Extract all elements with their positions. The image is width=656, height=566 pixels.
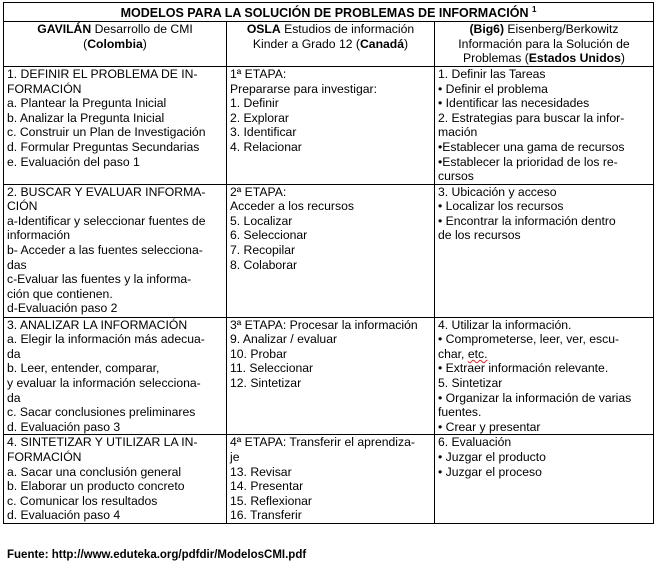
header-gavilan-desc: Desarrollo de CMI	[94, 22, 193, 37]
header-big6-desc2: Problemas	[463, 51, 522, 66]
cell-line: 13. Revisar	[230, 464, 292, 479]
cell-line: 2. BUSCAR Y EVALUAR INFORMA-	[7, 184, 206, 199]
models-table	[3, 2, 654, 524]
cell-line: fuentes.	[438, 405, 482, 420]
cell-line: • Crear y presentar	[438, 419, 541, 434]
footnote-marker: 1	[531, 5, 537, 14]
cell-line: 4. Relacionar	[230, 139, 302, 154]
cell-line: 3. Identificar	[230, 125, 297, 140]
cell-big6-step2	[435, 184, 654, 317]
cell-line: da	[7, 390, 21, 405]
models-table-wrapper	[3, 2, 653, 524]
header-big6-country: (Estados Unidos)	[524, 51, 625, 66]
header-gavilan-name: GAVILÁN	[37, 22, 92, 37]
header-big6-desc: Información para la Solución de	[458, 36, 630, 51]
cell-line: 12. Sintetizar	[230, 376, 302, 391]
cell-big6-step4	[435, 435, 654, 524]
cell-line: d. Evaluación paso 4	[7, 508, 121, 523]
cell-line: a-Identificar y seleccionar fuentes de	[7, 213, 206, 228]
cell-line: mación	[438, 125, 478, 140]
cell-line: •Establecer la prioridad de los re-	[438, 154, 618, 169]
header-gavilan-country: (Colombia)	[83, 36, 147, 51]
header-osla	[227, 22, 435, 67]
header-big6-authors: Eisenberg/Berkowitz	[507, 22, 619, 37]
cell-line: Prepararse para investigar:	[230, 81, 377, 96]
cell-line: 2. Estrategias para buscar la infor-	[438, 110, 625, 125]
cell-line: 7. Recopilar	[230, 243, 296, 258]
cell-line: 1ª ETAPA:	[230, 66, 287, 81]
cell-line: c. Comunicar los resultados	[7, 493, 158, 508]
cell-line: 1. Definir	[230, 96, 279, 111]
cell-line: 6. Evaluación	[438, 435, 512, 450]
cell-line: 3. ANALIZAR LA INFORMACIÓN	[7, 317, 188, 332]
cell-line: 6. Seleccionar	[230, 228, 308, 243]
cell-line: da	[7, 346, 21, 361]
header-row	[4, 22, 654, 67]
cell-line: 11. Seleccionar	[230, 361, 314, 376]
cell-line: • Organizar la información de varias	[438, 390, 632, 405]
cell-line: 1. DEFINIR EL PROBLEMA DE IN-	[7, 66, 198, 81]
cell-line: 8. Colaborar	[230, 257, 298, 272]
cell-line: a. Elegir la información más adecua-	[7, 332, 205, 347]
cell-big6-step1	[435, 66, 654, 184]
header-big6-name: (Big6)	[469, 22, 505, 37]
table-title	[4, 3, 654, 22]
cell-line: y evaluar la información selecciona-	[7, 376, 201, 391]
cell-line: 3ª ETAPA: Procesar la información	[230, 317, 418, 332]
title-row	[4, 3, 654, 22]
cell-osla-step2	[227, 184, 435, 317]
header-osla-desc: Estudios de información Kinder a	[252, 22, 415, 51]
source-citation: Fuente: http://www.eduteka.org/pdfdir/ModelosCMI.pdf	[7, 549, 307, 561]
header-gavilan	[4, 22, 227, 67]
cell-gavilan-step1	[4, 66, 227, 184]
cell-line: • Juzgar el proceso	[438, 464, 542, 479]
table-row	[4, 66, 654, 184]
cell-line: 4. SINTETIZAR Y UTILIZAR LA IN-	[7, 435, 198, 450]
cell-line: c-Evaluar las fuentes y la informa-	[7, 272, 192, 287]
table-title-text: MODELOS PARA LA SOLUCIÓN DE PROBLEMAS DE INFORMACIÓN	[120, 6, 529, 21]
cell-line: CIÓN	[7, 199, 38, 214]
cell-line: 2ª ETAPA:	[230, 184, 287, 199]
header-osla-name: OSLA	[246, 22, 281, 37]
cell-line: e. Evaluación del paso 1	[7, 154, 140, 169]
cell-gavilan-step3	[4, 317, 227, 435]
cell-line: 4ª ETAPA: Transferir el aprendiza-	[230, 435, 415, 450]
cell-line: • Localizar los recursos	[438, 199, 564, 214]
cell-line: 9. Analizar / evaluar	[230, 332, 338, 347]
cell-line: cursos	[438, 169, 474, 184]
cell-line: información	[7, 228, 70, 243]
cell-line: 2. Explorar	[230, 110, 289, 125]
header-osla-desc2: Grado 12	[301, 36, 353, 51]
header-big6	[435, 22, 654, 67]
cell-line: • Juzgar el producto	[438, 450, 546, 465]
cell-line: 5. Localizar	[230, 213, 293, 228]
cell-line: FORMACIÓN	[7, 450, 82, 465]
cell-line: •Establecer una gama de recursos	[438, 139, 625, 154]
cell-line: • Definir el problema	[438, 81, 548, 96]
cell-line: a. Plantear la Pregunta Inicial	[7, 96, 167, 111]
cell-line: je	[230, 450, 240, 465]
cell-osla-step1	[227, 66, 435, 184]
cell-line: ción que contienen.	[7, 286, 113, 301]
cell-line: 16. Transferir	[230, 508, 302, 523]
cell-line: b- Acceder a las fuentes selecciona-	[7, 243, 203, 258]
cell-line: • Encontrar la información dentro	[438, 213, 616, 228]
cell-line: 3. Ubicación y acceso	[438, 184, 557, 199]
cell-line: b. Leer, entender, comparar,	[7, 361, 160, 376]
cell-line: b. Analizar la Pregunta Inicial	[7, 110, 165, 125]
cell-line: 5. Sintetizar	[438, 376, 503, 391]
cell-gavilan-step4	[4, 435, 227, 524]
cell-line: 15. Reflexionar	[230, 493, 312, 508]
cell-line: c. Construir un Plan de Investigación	[7, 125, 206, 140]
table-row	[4, 184, 654, 317]
cell-line: d. Formular Preguntas Secundarias	[7, 139, 200, 154]
cell-line: • Comprometerse, leer, ver, escu-	[438, 332, 620, 347]
cell-gavilan-step2	[4, 184, 227, 317]
cell-line: d. Evaluación paso 3	[7, 419, 121, 434]
table-row	[4, 435, 654, 524]
cell-line: de los recursos	[438, 228, 521, 243]
cell-line: a. Sacar una conclusión general	[7, 464, 182, 479]
table-row	[4, 317, 654, 435]
cell-line: 10. Probar	[230, 346, 287, 361]
cell-line: FORMACIÓN	[7, 81, 82, 96]
cell-line: 1. Definir las Tareas	[438, 66, 546, 81]
cell-line: das	[7, 257, 27, 272]
cell-line: c. Sacar conclusiones preliminares	[7, 405, 196, 420]
cell-line: b. Elaborar un producto concreto	[7, 479, 185, 494]
cell-line: 4. Utilizar la información.	[438, 317, 572, 332]
cell-line: d-Evaluación paso 2	[7, 301, 118, 316]
cell-line: • Identificar las necesidades	[438, 96, 590, 111]
cell-osla-step4	[227, 435, 435, 524]
cell-line: Acceder a los recursos	[230, 199, 354, 214]
cell-big6-step3	[435, 317, 654, 435]
cell-osla-step3	[227, 317, 435, 435]
cell-line: 14. Presentar	[230, 479, 304, 494]
cell-line: • Extraer información relevante.	[438, 361, 609, 376]
header-osla-country: (Canadá)	[355, 36, 409, 51]
cell-line: char, etc.	[438, 346, 488, 361]
